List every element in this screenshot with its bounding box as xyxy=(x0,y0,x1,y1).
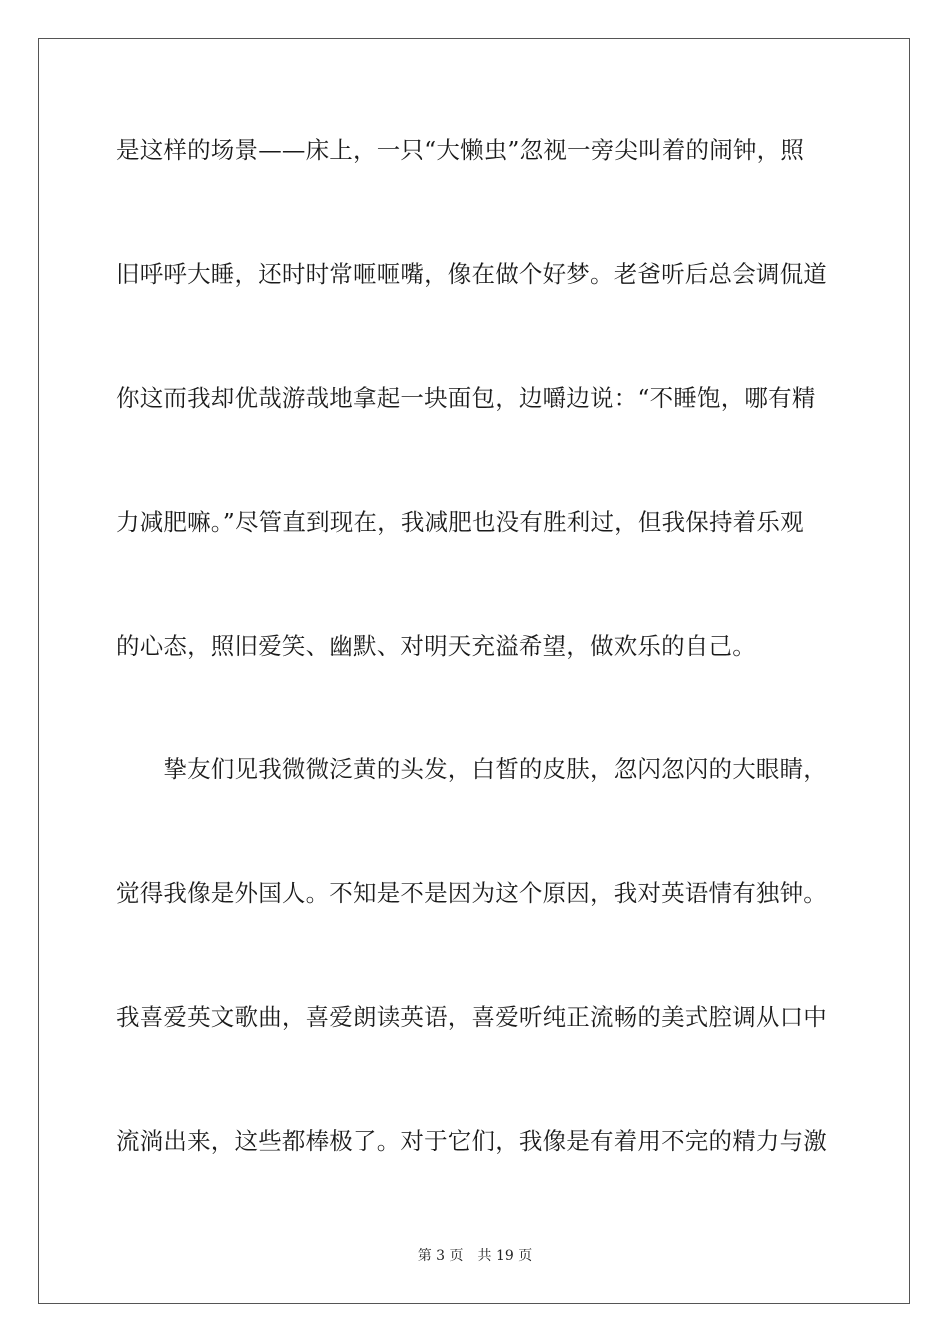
body-text-line: 是这样的场景——床上，一只“大懒虫”忽视一旁尖叫着的闹钟，照 xyxy=(116,136,805,164)
body-text-line: 我喜爱英文歌曲，喜爱朗读英语，喜爱听纯正流畅的美式腔调从口中 xyxy=(116,1003,827,1031)
body-text-line: 力减肥嘛。”尽管直到现在，我减肥也没有胜利过，但我保持着乐观 xyxy=(116,508,804,536)
body-text-line: 流淌出来，这些都棒极了。对于它们，我像是有着用不完的精力与激 xyxy=(116,1127,827,1155)
body-text-line: 的心态，照旧爱笑、幽默、对明天充溢希望，做欢乐的自己。 xyxy=(116,632,756,660)
body-text-line: 你这而我却优哉游哉地拿起一块面包，边嚼边说：“不睡饱，哪有精 xyxy=(116,384,816,412)
page-number-footer: 第 3 页 共 19 页 xyxy=(417,1248,533,1264)
body-text-line: 觉得我像是外国人。不知是不是因为这个原因，我对英语情有独钟。 xyxy=(116,879,827,907)
body-text-line: 旧呼呼大睡，还时时常咂咂嘴，像在做个好梦。老爸听后总会调侃道 xyxy=(116,260,827,288)
page-border xyxy=(38,38,910,1304)
body-text-line: 挚友们见我微微泛黄的头发，白皙的皮肤，忽闪忽闪的大眼睛， xyxy=(116,755,827,783)
